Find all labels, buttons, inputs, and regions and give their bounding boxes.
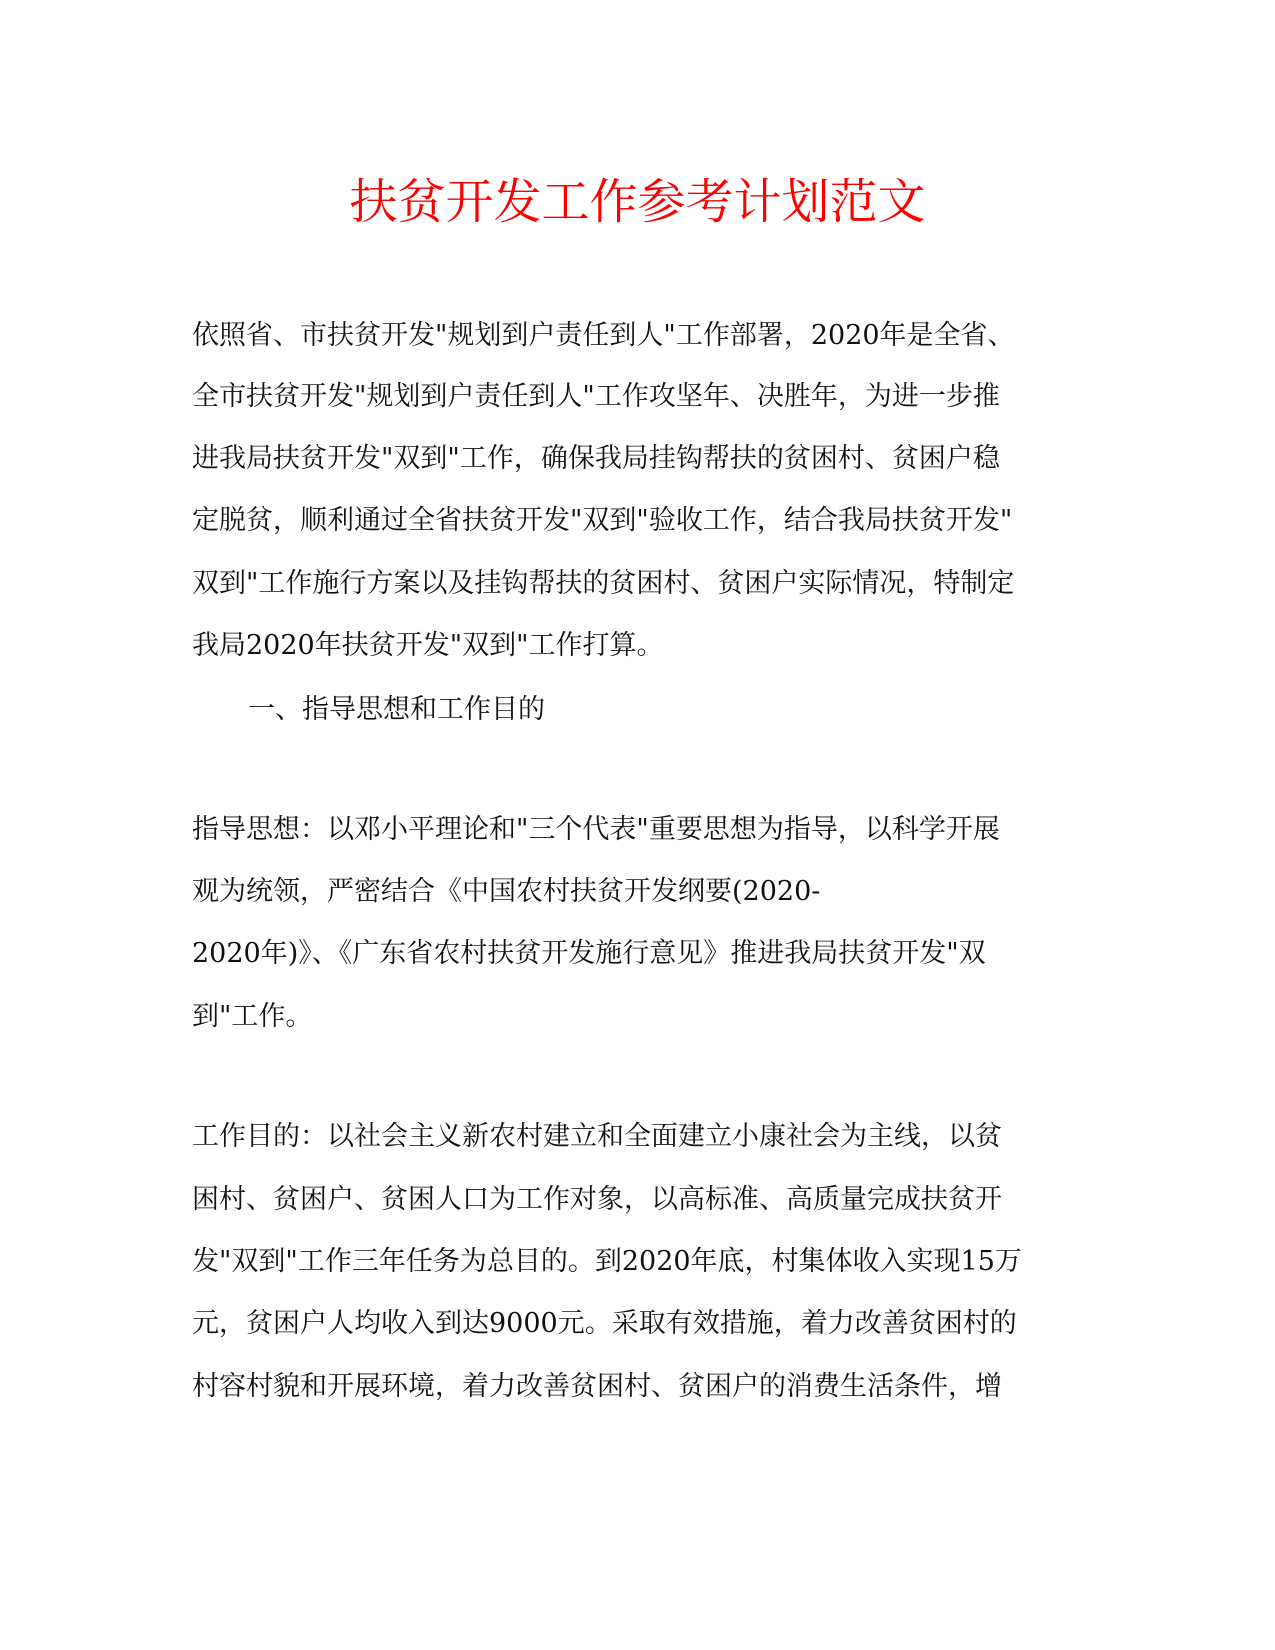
paragraph-line: 到"工作。 <box>192 1001 313 1032</box>
paragraph-line: 定脱贫，顺利通过全省扶贫开发"双到"验收工作，结合我局扶贫开发" <box>192 505 1013 536</box>
paragraph-line: 观为统领，严密结合《中国农村扶贫开发纲要(2020- <box>192 876 821 907</box>
paragraph-line: 困村、贫困户、贫困人口为工作对象，以高标准、高质量完成扶贫开 <box>192 1184 1002 1215</box>
document-title: 扶贫开发工作参考计划范文 <box>349 174 926 230</box>
paragraph-line: 村容村貌和开展环境，着力改善贫困村、贫困户的消费生活条件，增 <box>192 1371 1002 1402</box>
paragraph-line: 发"双到"工作三年任务为总目的。到2020年底，村集体收入实现15万 <box>192 1246 1022 1277</box>
paragraph-line: 2020年)》、《广东省农村扶贫开发施行意见》推进我局扶贫开发"双 <box>192 938 986 969</box>
paragraph-line: 工作目的：以社会主义新农村建立和全面建立小康社会为主线，以贫 <box>192 1121 1002 1152</box>
paragraph-line: 指导思想：以邓小平理论和"三个代表"重要思想为指导，以科学开展 <box>192 814 1000 845</box>
paragraph-line: 元，贫困户人均收入到达9000元。采取有效措施，着力改善贫困村的 <box>192 1308 1017 1339</box>
paragraph-line: 全市扶贫开发"规划到户责任到人"工作攻坚年、决胜年，为进一步推 <box>192 381 1000 412</box>
paragraph-line: 依照省、市扶贫开发"规划到户责任到人"工作部署，2020年是全省、 <box>192 320 1015 351</box>
section-heading: 一、指导思想和工作目的 <box>248 694 545 725</box>
paragraph-line: 进我局扶贫开发"双到"工作，确保我局挂钩帮扶的贫困村、贫困户稳 <box>192 443 1000 474</box>
paragraph-line: 我局2020年扶贫开发"双到"工作打算。 <box>192 630 664 661</box>
paragraph-line: 双到"工作施行方案以及挂钩帮扶的贫困村、贫困户实际情况，特制定 <box>192 568 1015 599</box>
